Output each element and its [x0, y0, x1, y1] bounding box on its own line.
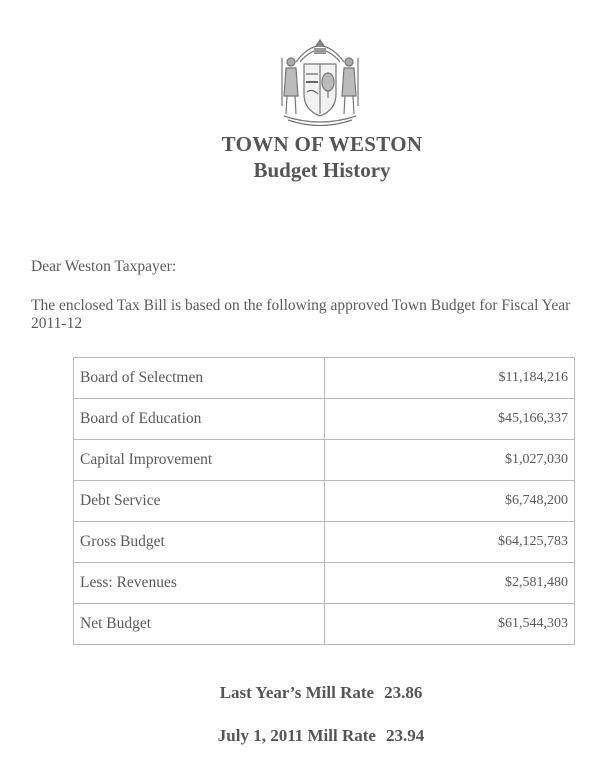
row-amount: $1,027,030	[325, 440, 575, 481]
row-amount: $64,125,783	[325, 522, 575, 563]
row-amount: $2,581,480	[325, 563, 575, 604]
row-label: Board of Education	[74, 399, 325, 440]
letter-intro: The enclosed Tax Bill is based on the following approved Town Budget for Fiscal Year 2011-12	[31, 297, 571, 332]
row-amount: $61,544,303	[325, 604, 575, 645]
row-amount: $11,184,216	[325, 358, 575, 399]
table-row	[74, 563, 575, 604]
table-row	[74, 481, 575, 522]
row-label: Gross Budget	[74, 522, 325, 563]
row-label: Capital Improvement	[74, 440, 325, 481]
budget-table	[73, 357, 575, 645]
table-row	[74, 358, 575, 399]
row-label: Less: Revenues	[74, 563, 325, 604]
last-year-mill-rate-value: 23.86	[384, 683, 423, 702]
current-mill-rate-value: 23.94	[385, 726, 425, 745]
row-amount: $6,748,200	[325, 481, 575, 522]
table-row	[74, 440, 575, 481]
town-seal-icon	[276, 32, 364, 128]
page-title: TOWN OF WESTON	[221, 132, 423, 156]
row-label: Board of Selectmen	[74, 358, 325, 399]
table-row	[74, 399, 575, 440]
letter-greeting: Dear Weston Taxpayer:	[31, 258, 177, 275]
last-year-mill-rate-label: Last Year’s Mill Rate	[219, 683, 375, 702]
table-row	[74, 522, 575, 563]
row-amount: $45,166,337	[325, 399, 575, 440]
row-label: Net Budget	[74, 604, 325, 645]
current-mill-rate	[0, 726, 600, 746]
last-year-mill-rate	[0, 683, 600, 703]
row-label: Debt Service	[74, 481, 325, 522]
table-row	[74, 604, 575, 645]
page-subtitle: Budget History	[253, 158, 391, 182]
current-mill-rate-label: July 1, 2011 Mill Rate	[217, 726, 376, 745]
